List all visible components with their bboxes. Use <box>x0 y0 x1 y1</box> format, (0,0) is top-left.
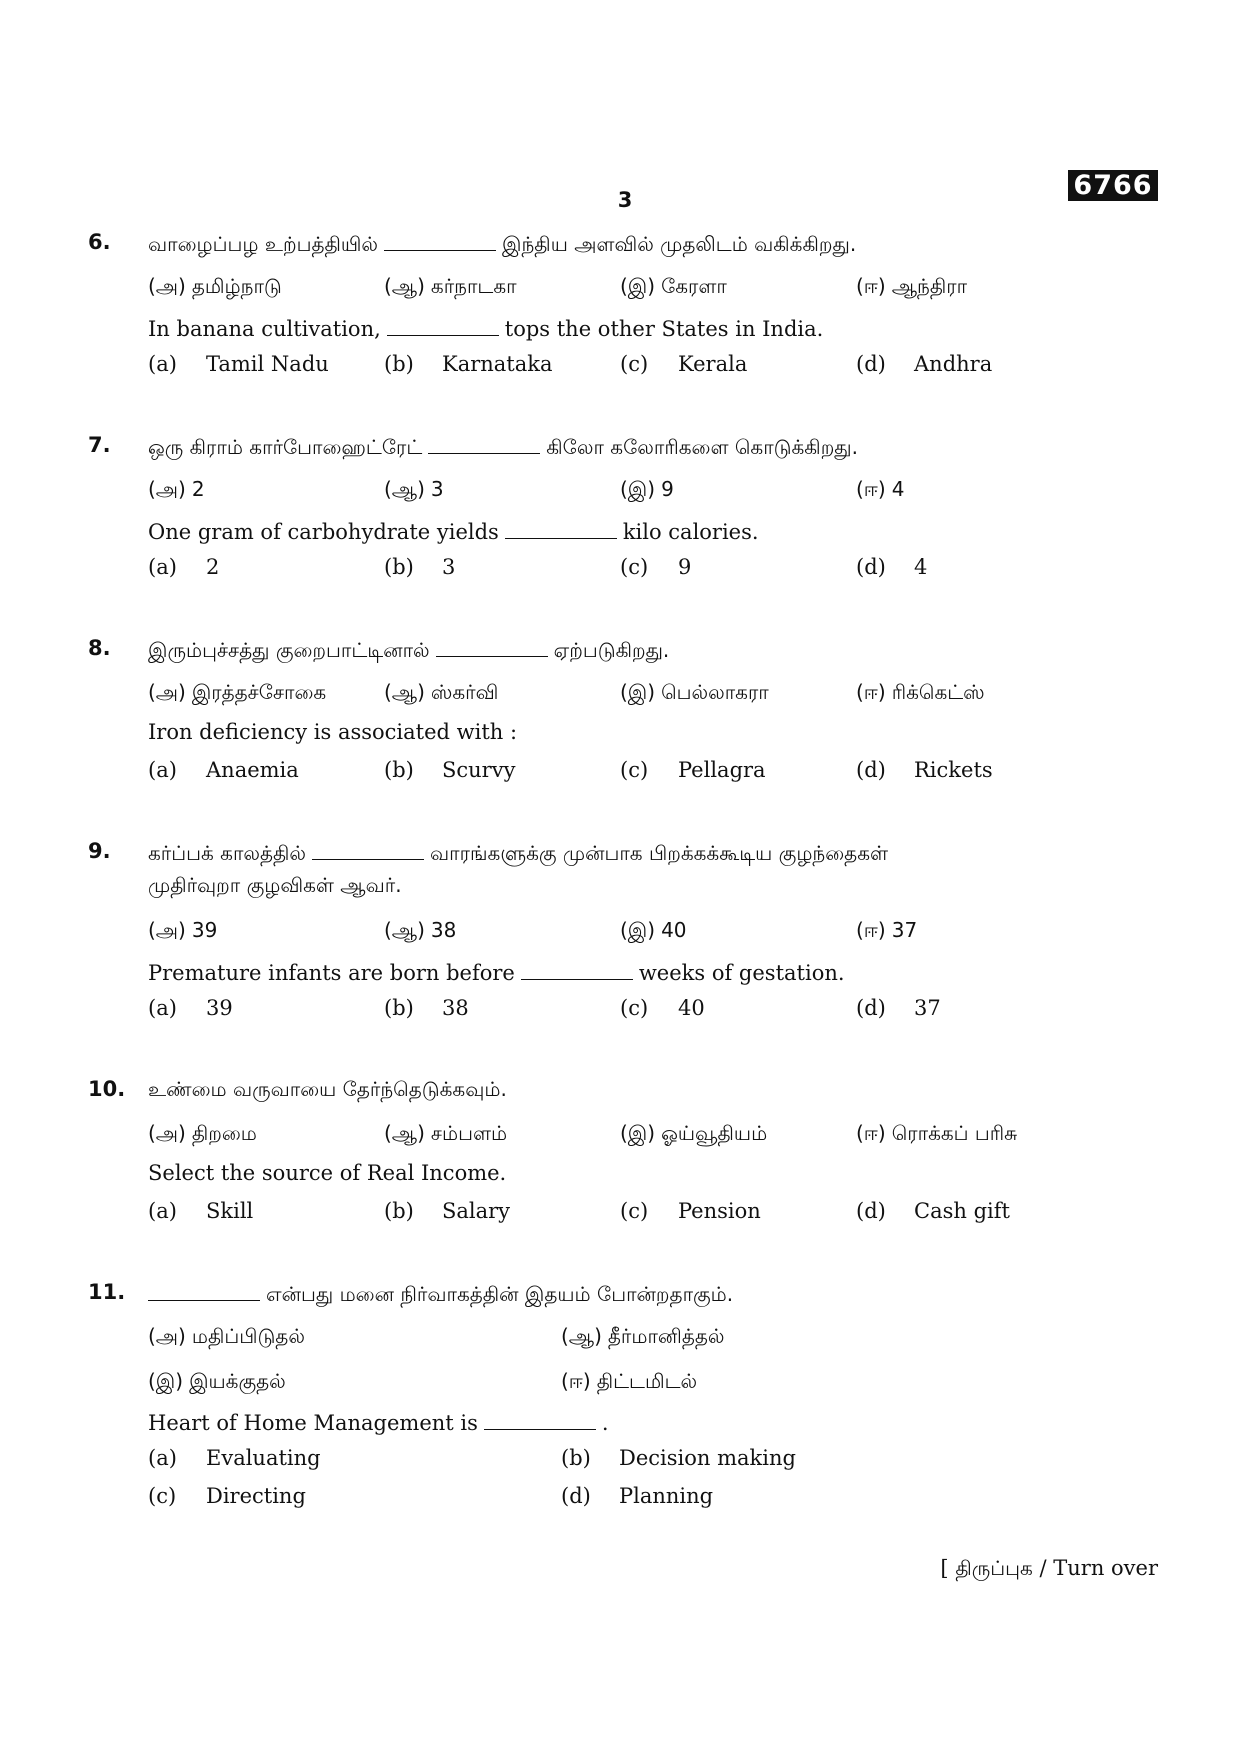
question-text: வாரங்களுக்கு முன்பாக பிறக்கக்கூடிய குழந்தைகள் <box>430 841 889 865</box>
option: (b) 38 <box>384 996 469 1020</box>
question-text: In banana cultivation, <box>148 317 381 341</box>
question-english <box>148 1408 609 1435</box>
question-tamil <box>148 636 669 665</box>
option: (ஆ) ஸ்கர்வி <box>384 680 499 704</box>
question-text: ஏற்படுகிறது. <box>553 638 670 662</box>
question-tamil <box>148 839 888 868</box>
question-english <box>148 958 845 985</box>
option: (இ) 9 <box>620 477 674 501</box>
question-tamil <box>148 230 856 259</box>
option: (ஈ) ரிக்கெட்ஸ் <box>856 680 985 704</box>
question-text: weeks of gestation. <box>638 961 845 985</box>
option: (b) Scurvy <box>384 758 516 782</box>
option: (b) Karnataka <box>384 352 553 376</box>
option: (ஈ) திட்டமிடல் <box>561 1369 698 1393</box>
option: (ஈ) ஆந்திரா <box>856 274 968 298</box>
option: (d) Andhra <box>856 352 993 376</box>
option: (இ) ஓய்வூதியம் <box>620 1121 768 1145</box>
question-number: 10. <box>88 1077 126 1101</box>
option: (b) Decision making <box>561 1446 796 1470</box>
option: (ஈ) 37 <box>856 918 918 942</box>
option: (இ) 40 <box>620 918 687 942</box>
option: (இ) கேரளா <box>620 274 727 298</box>
option: (இ) இயக்குதல் <box>148 1369 286 1393</box>
option: (c) Pellagra <box>620 758 766 782</box>
option: (d) Planning <box>561 1484 714 1508</box>
option: (இ) பெல்லாகரா <box>620 680 769 704</box>
option: (ஆ) 38 <box>384 918 457 942</box>
question-text: ஒரு கிராம் கார்போஹைட்ரேட் <box>148 435 423 459</box>
question-english: Iron deficiency is associated with : <box>148 720 518 744</box>
option: (c) 40 <box>620 996 705 1020</box>
option: (ஈ) ரொக்கப் பரிசு <box>856 1121 1018 1145</box>
question-english <box>148 517 759 544</box>
option: (அ) இரத்தச்சோகை <box>148 680 327 704</box>
answer-blank <box>312 839 424 860</box>
option: (அ) திறமை <box>148 1121 257 1145</box>
turn-over-note: [ திருப்புக / Turn over <box>940 1556 1158 1580</box>
answer-blank <box>436 636 548 657</box>
option: (d) 37 <box>856 996 941 1020</box>
option: (c) Pension <box>620 1199 761 1223</box>
option: (c) Directing <box>148 1484 306 1508</box>
answer-blank <box>505 517 617 539</box>
option: (a) Anaemia <box>148 758 299 782</box>
question-number: 6. <box>88 230 111 254</box>
question-text: இந்திய அளவில் முதலிடம் வகிக்கிறது. <box>502 232 857 256</box>
question-tamil-line2: முதிர்வுறா குழவிகள் ஆவர். <box>148 873 402 897</box>
question-number: 7. <box>88 433 111 457</box>
option: (b) 3 <box>384 555 456 579</box>
option: (a) 2 <box>148 555 220 579</box>
question-tamil <box>148 1280 733 1309</box>
answer-blank <box>484 1408 596 1430</box>
answer-blank <box>521 958 633 980</box>
question-text: tops the other States in India. <box>504 317 824 341</box>
question-text: Premature infants are born before <box>148 961 515 985</box>
option: (ஈ) 4 <box>856 477 905 501</box>
option: (d) 4 <box>856 555 928 579</box>
question-text: வாழைப்பழ உற்பத்தியில் <box>148 232 379 256</box>
option: (b) Salary <box>384 1199 511 1223</box>
answer-blank <box>148 1280 260 1301</box>
option: (a) Evaluating <box>148 1446 321 1470</box>
option: (ஆ) சம்பளம் <box>384 1121 508 1145</box>
option: (d) Cash gift <box>856 1199 1010 1223</box>
option: (ஆ) தீர்மானித்தல் <box>561 1324 725 1348</box>
question-text: கர்ப்பக் காலத்தில் <box>148 841 307 865</box>
question-number: 11. <box>88 1280 126 1304</box>
question-text: என்பது மனை நிர்வாகத்தின் இதயம் போன்றதாகும். <box>266 1282 734 1306</box>
paper-code-badge: 6766 <box>1068 170 1158 201</box>
question-text: இரும்புச்சத்து குறைபாட்டினால் <box>148 638 430 662</box>
option: (ஆ) 3 <box>384 477 444 501</box>
option: (d) Rickets <box>856 758 993 782</box>
option: (a) Tamil Nadu <box>148 352 329 376</box>
question-text: . <box>601 1411 609 1435</box>
option: (அ) 39 <box>148 918 218 942</box>
question-tamil <box>148 433 858 462</box>
answer-blank <box>384 230 496 251</box>
question-text: கிலோ கலோரிகளை கொடுக்கிறது. <box>546 435 859 459</box>
question-text: kilo calories. <box>622 520 759 544</box>
question-english: Select the source of Real Income. <box>148 1161 507 1185</box>
question-text: Heart of Home Management is <box>148 1411 478 1435</box>
answer-blank <box>387 314 499 336</box>
option: (a) Skill <box>148 1199 254 1223</box>
question-english <box>148 314 823 341</box>
question-number: 8. <box>88 636 111 660</box>
option: (c) 9 <box>620 555 692 579</box>
option: (a) 39 <box>148 996 233 1020</box>
option: (c) Kerala <box>620 352 748 376</box>
page-number: 3 <box>617 188 633 212</box>
option: (அ) தமிழ்நாடு <box>148 274 282 298</box>
option: (அ) மதிப்பிடுதல் <box>148 1324 305 1348</box>
answer-blank <box>428 433 540 454</box>
question-tamil: உண்மை வருவாயை தேர்ந்தெடுக்கவும். <box>148 1077 507 1101</box>
option: (அ) 2 <box>148 477 205 501</box>
question-text: One gram of carbohydrate yields <box>148 520 499 544</box>
option: (ஆ) கர்நாடகா <box>384 274 517 298</box>
question-number: 9. <box>88 839 111 863</box>
